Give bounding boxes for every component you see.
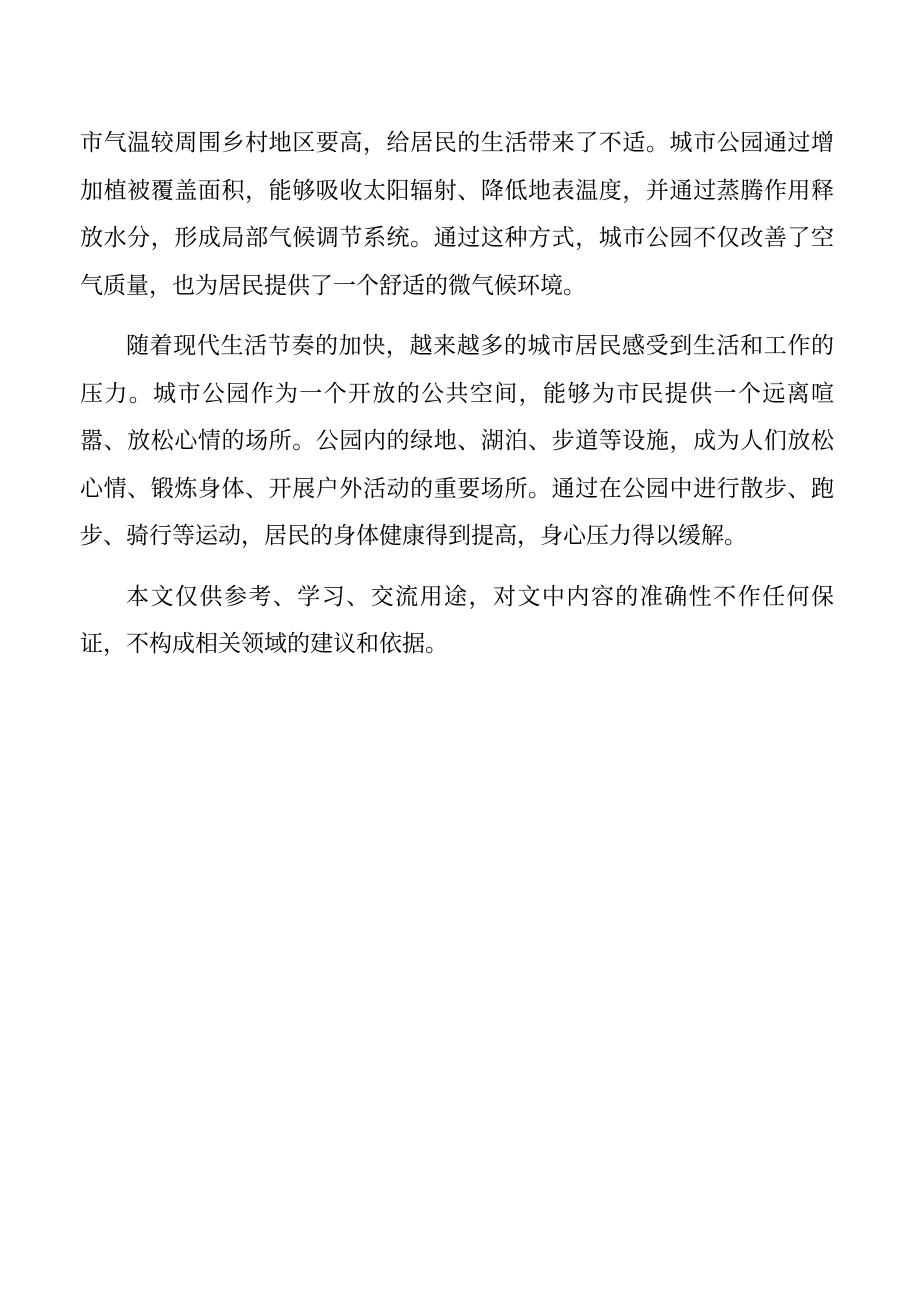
document-body <box>80 120 834 682</box>
paragraph-2: 随着现代生活节奏的加快，越来越多的城市居民感受到生活和工作的压力。城市公园作为一个开放的公共空间，能够为市民提供一个远离喧嚣、放松心情的场所。公园内的绿地、湖泊、步道等设施，成为人们放松心情、锻炼身体、开展户外活动的重要场所。通过在公园中进行散步、跑步、骑行等运动，居民的身体健康得到提高，身心压力得以缓解。 <box>80 333 834 549</box>
paragraph-3: 本文仅供参考、学习、交流用途，对文中内容的准确性不作任何保证，不构成相关领域的建议和依据。 <box>80 583 834 657</box>
paragraph-1: 市气温较周围乡村地区要高，给居民的生活带来了不适。城市公园通过增加植被覆盖面积，能够吸收太阳辐射、降低地表温度，并通过蒸腾作用释放水分，形成局部气候调节系统。通过这种方式，城市公园不仅改善了空气质量，也为居民提供了一个舒适的微气候环境。 <box>80 130 834 299</box>
